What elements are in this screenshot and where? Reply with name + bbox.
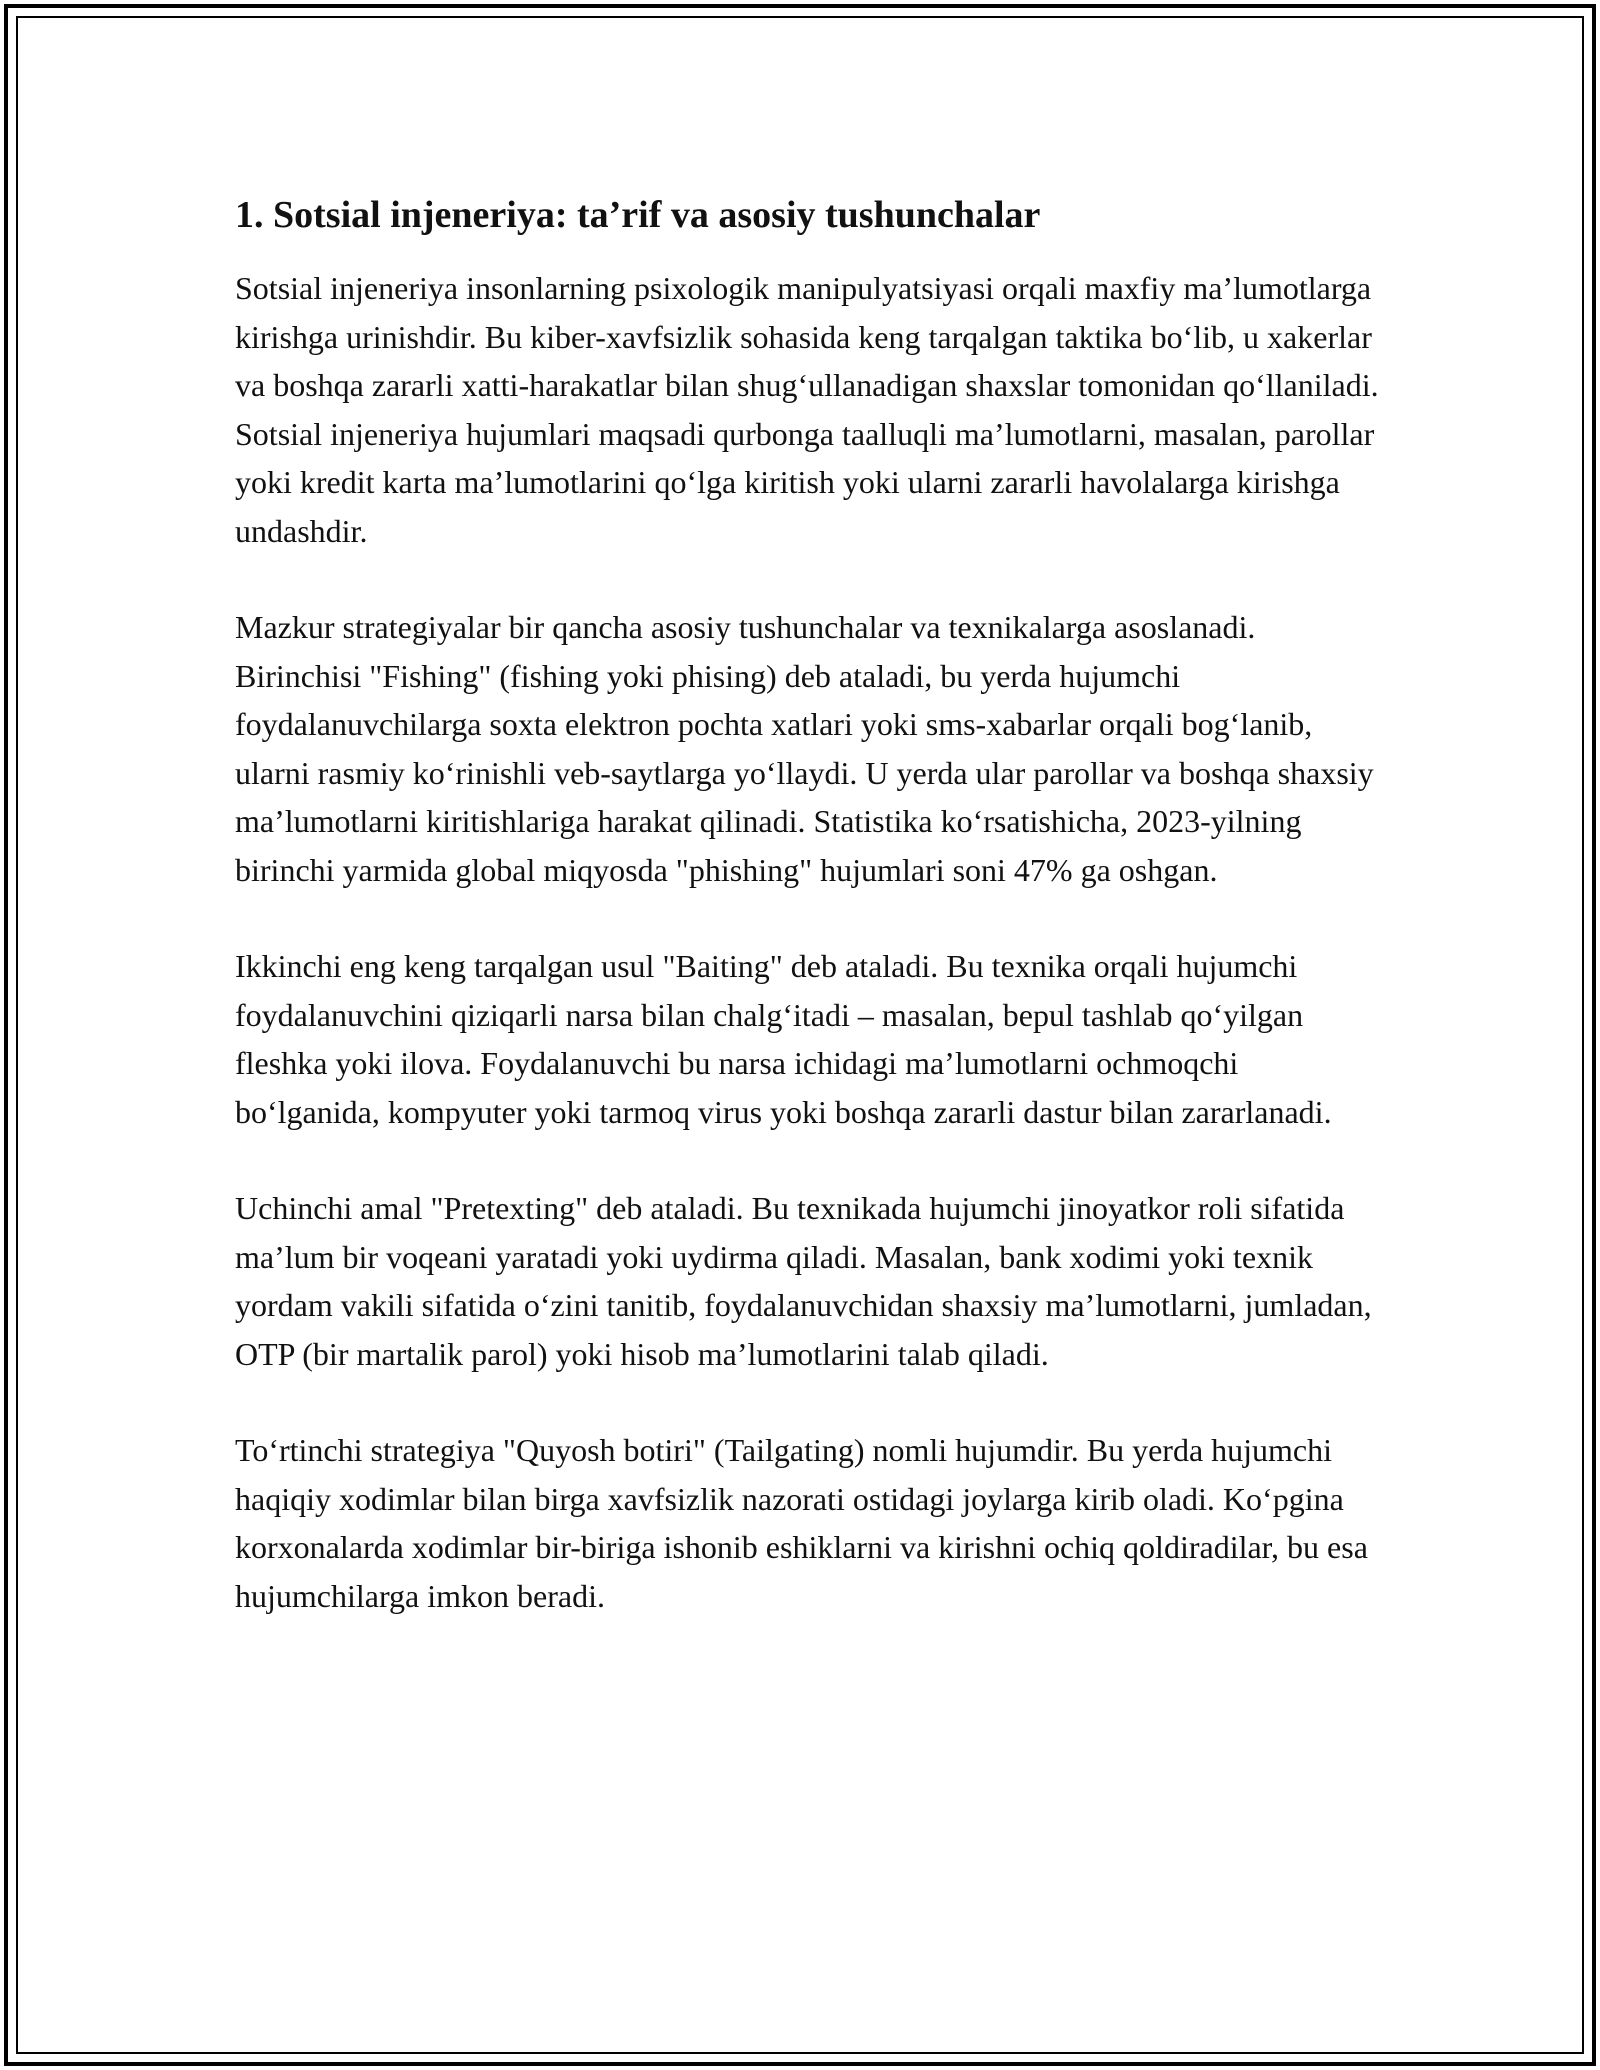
paragraph-tailgating: To‘rtinchi strategiya "Quyosh botiri" (Tailgating) nomli hujumdir. Bu yerda hujumchi haqiqiy xodimlar bilan birga xavfsizlik nazorati ostidagi joylarga kirib oladi. Ko‘pgina korxonalarda xodimlar bir-biriga ishonib eshiklarni va kirishni ochiq qoldiradilar, bu esa hujumchilarga imkon beradi.	[235, 1432, 1368, 1614]
paragraph-phishing: Mazkur strategiyalar bir qancha asosiy tushunchalar va texnikalarga asoslanadi. Birinchisi "Fishing" (fishing yoki phising) deb ataladi, bu yerda hujumchi foydalanuvchilarga soxta elektron pochta xatlari yoki sms-xabarlar orqali bog‘lanib, ularni rasmiy ko‘rinishli veb-saytlarga yo‘llaydi. U yerda ular parollar va boshqa shaxsiy ma’lumotlarni kiritishlariga harakat qilinadi. Statistika ko‘rsatishicha, 2023-yilning birinchi yarmida global miqyosda "phishing" hujumlari soni 47% ga oshgan.	[235, 609, 1374, 888]
paragraph-baiting: Ikkinchi eng keng tarqalgan usul "Baiting" deb ataladi. Bu texnika orqali hujumchi foydalanuvchini qiziqarli narsa bilan chalg‘itadi – masalan, bepul tashlab qo‘yilgan fleshka yoki ilova. Foydalanuvchi bu narsa ichidagi ma’lumotlarni ochmoqchi bo‘lganida, kompyuter yoki tarmoq virus yoki boshqa zararli dastur bilan zararlanadi.	[235, 948, 1332, 1130]
paragraph-definition: Sotsial injeneriya insonlarning psixologik manipulyatsiyasi orqali maxfiy ma’lumotlarga kirishga urinishdir. Bu kiber-xavfsizlik sohasida keng tarqalgan taktika bo‘lib, u xakerlar va boshqa zararli xatti-harakatlar bilan shug‘ullanadigan shaxslar tomonidan qo‘llaniladi. Sotsial injeneriya hujumlari maqsadi qurbonga taalluqli ma’lumotlarni, masalan, parollar yoki kredit karta ma’lumotlarini qo‘lga kiritish yoki ularni zararli havolalarga kirishga undashdir.	[235, 270, 1379, 549]
paragraph-pretexting: Uchinchi amal "Pretexting" deb ataladi. Bu texnikada hujumchi jinoyatkor roli sifatida ma’lum bir voqeani yaratadi yoki uydirma qiladi. Masalan, bank xodimi yoki texnik yordam vakili sifatida o‘zini tanitib, foydalanuvchidan shaxsiy ma’lumotlarni, jumladan, OTP (bir martalik parol) yoki hisob ma’lumotlarini talab qiladi.	[235, 1190, 1372, 1372]
document-body	[235, 190, 1385, 1668]
section-heading: 1. Sotsial injeneriya: ta’rif va asosiy tushunchalar	[235, 194, 1041, 236]
